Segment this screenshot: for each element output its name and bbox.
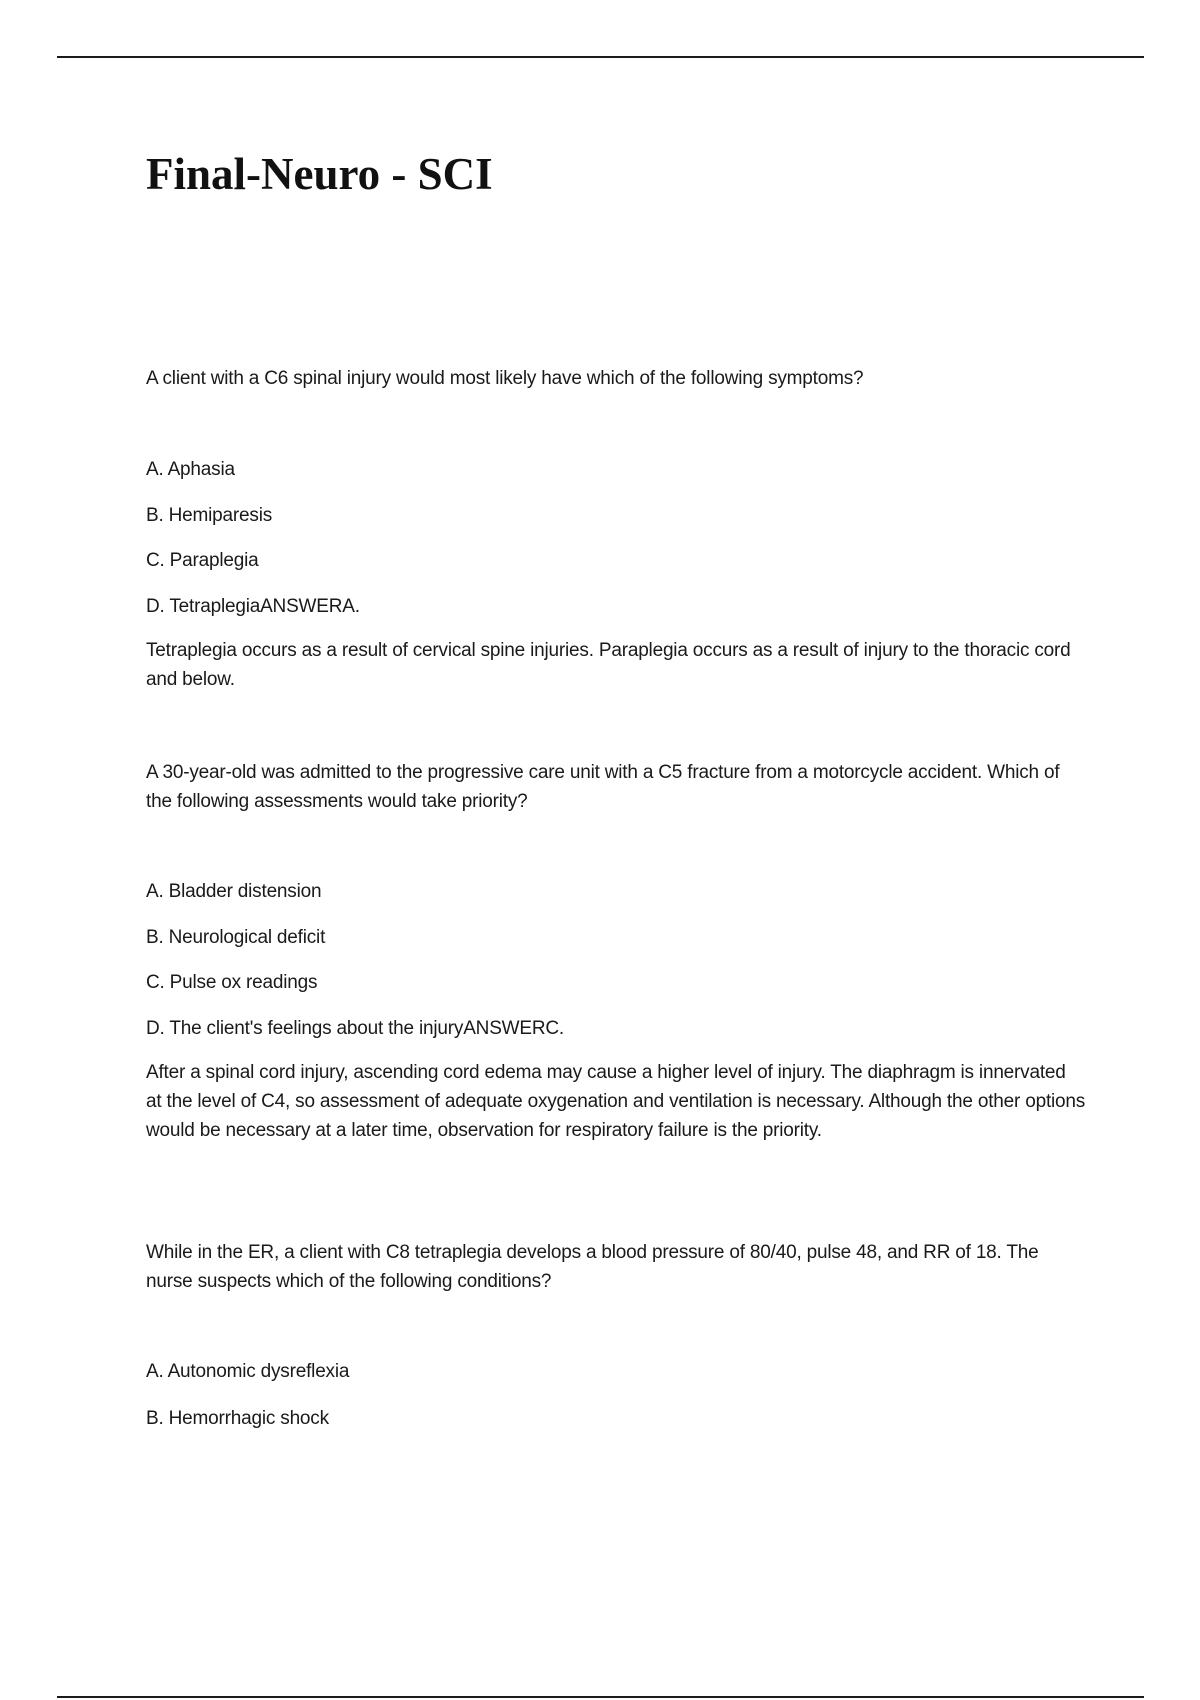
question-2-explanation: After a spinal cord injury, ascending cord edema may cause a higher level of injury. The diaphragm is innervated at the level of C4, so assessment of adequate oxygenation and ventilation is necessary. Although the other options would be necessary at a later time, observation for respiratory failure is the priority. (146, 1062, 1086, 1141)
question-3-option-a: A. Autonomic dysreflexia (146, 1361, 350, 1382)
question-1-option-c: C. Paraplegia (146, 550, 259, 571)
document-title: Final-Neuro - SCI (146, 149, 493, 199)
bottom-rule (57, 1696, 1144, 1698)
question-1-text: A client with a C6 spinal injury would most likely have which of the following symptoms? (146, 368, 864, 389)
question-2-option-c: C. Pulse ox readings (146, 972, 318, 993)
question-2-text: A 30-year-old was admitted to the progressive care unit with a C5 fracture from a motorcycle accident. Which of the following assessments would take priority? (146, 762, 1060, 812)
question-2-option-d: D. The client's feelings about the injuryANSWERC. (146, 1018, 564, 1039)
question-1-explanation: Tetraplegia occurs as a result of cervical spine injuries. Paraplegia occurs as a result of injury to the thoracic cord and below. (146, 640, 1071, 690)
question-3-option-b: B. Hemorrhagic shock (146, 1408, 329, 1429)
top-rule (57, 56, 1144, 58)
question-1-option-d: D. TetraplegiaANSWERA. (146, 596, 360, 617)
question-1-option-a: A. Aphasia (146, 459, 235, 480)
question-2-option-a: A. Bladder distension (146, 881, 322, 902)
question-1-option-b: B. Hemiparesis (146, 505, 273, 526)
question-2-option-b: B. Neurological deficit (146, 927, 326, 948)
question-3-text: While in the ER, a client with C8 tetraplegia develops a blood pressure of 80/40, pulse 48, and RR of 18. The nurse suspects which of the following conditions? (146, 1242, 1039, 1292)
